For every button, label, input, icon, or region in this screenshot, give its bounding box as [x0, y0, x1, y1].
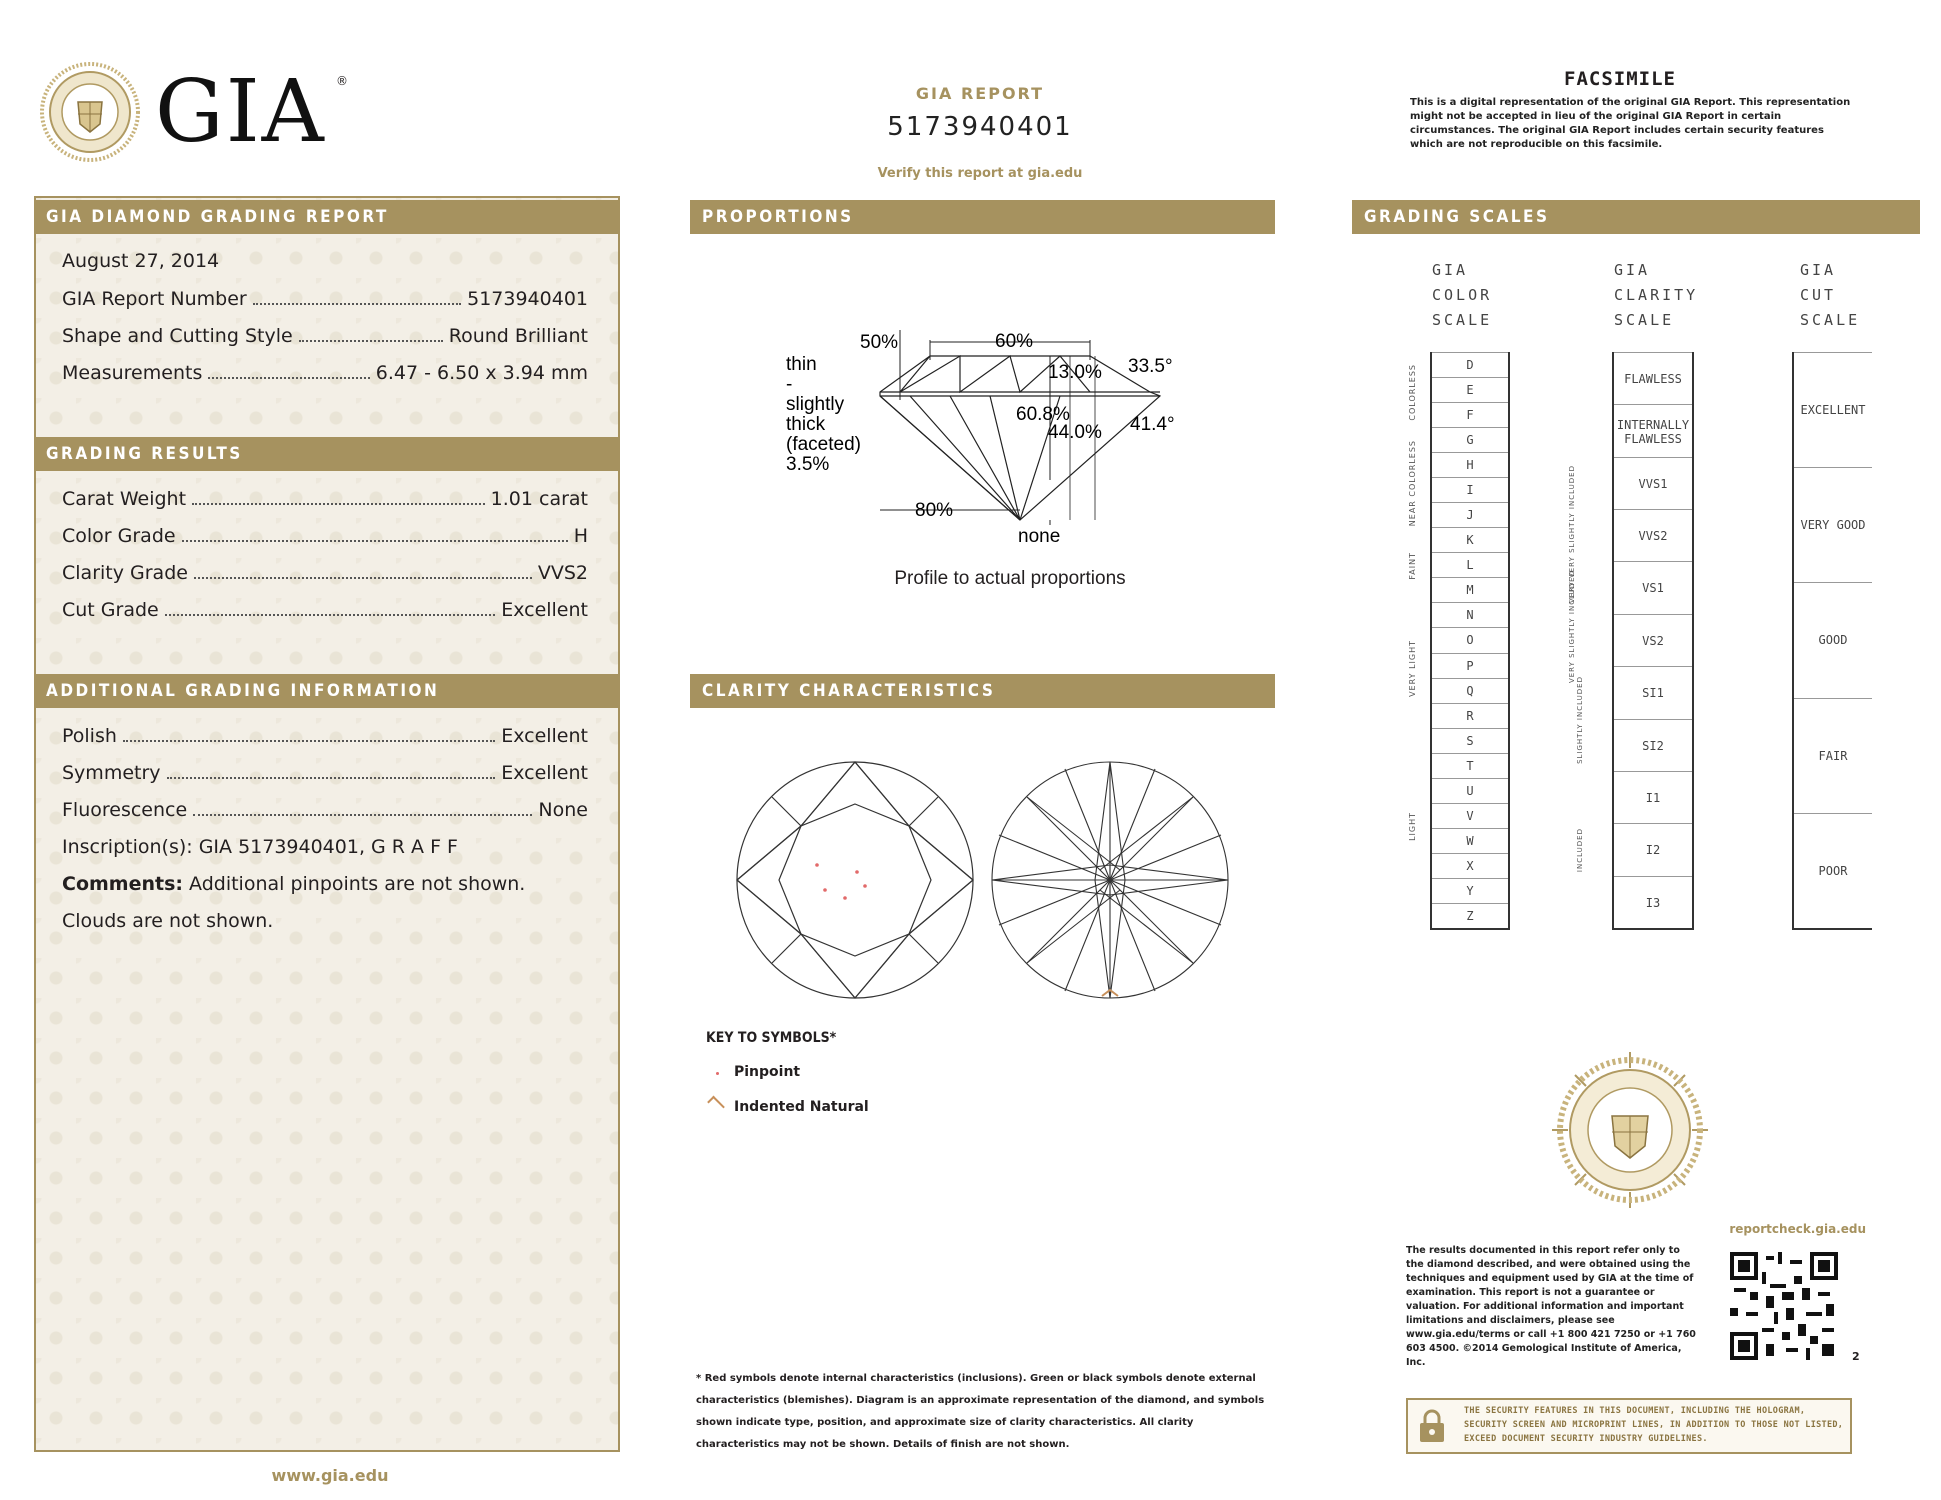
color-grade-r: R	[1432, 703, 1508, 728]
lock-icon	[1418, 1408, 1446, 1444]
key-item-indented-natural: Indented Natural	[734, 1099, 869, 1115]
color-scale-title: GIA COLOR SCALE	[1432, 261, 1493, 329]
clarity-grade-vs2: VS2	[1614, 614, 1692, 666]
fluorescence-row: Fluorescence None	[62, 799, 588, 821]
culet-label: none	[1018, 526, 1061, 547]
color-grade-j: J	[1432, 502, 1508, 527]
table-pct-label: 60%	[995, 331, 1034, 352]
color-grade-u: U	[1432, 778, 1508, 803]
report-number-row: GIA Report Number 5173940401	[62, 288, 588, 310]
clarity-scale	[1612, 352, 1694, 930]
color-group-faint: FAINT	[1408, 552, 1417, 580]
color-grade-g: G	[1432, 427, 1508, 452]
shape-row: Shape and Cutting Style Round Brilliant	[62, 325, 588, 347]
color-grade-z: Z	[1432, 903, 1508, 928]
clarity-grade-vvs1: VVS1	[1614, 457, 1692, 509]
clarity-grade-i3: I3	[1614, 876, 1692, 928]
color-group-near-colorless: NEAR COLORLESS	[1408, 440, 1417, 527]
star-pct-label: 50%	[860, 332, 899, 353]
gia-seal-emblem	[1550, 1050, 1710, 1210]
color-grade-row: Color Grade H	[62, 525, 588, 547]
crown-height-label: 13.0%	[1048, 362, 1102, 383]
clarity-grade-i1: I1	[1614, 771, 1692, 823]
color-grade-w: W	[1432, 828, 1508, 853]
clarity-header: CLARITY CHARACTERISTICS	[690, 674, 1275, 708]
clarity-grade-flawless: FLAWLESS	[1614, 352, 1692, 404]
color-scale	[1430, 352, 1510, 930]
color-grade-i: I	[1432, 477, 1508, 502]
color-group-light: LIGHT	[1408, 812, 1417, 841]
additional-info-header: ADDITIONAL GRADING INFORMATION	[34, 674, 620, 708]
clarity-group-i: INCLUDED	[1576, 828, 1584, 873]
color-group-colorless: COLORLESS	[1408, 364, 1417, 421]
clarity-pavilion-plot	[990, 760, 1230, 1000]
grading-scales-header: GRADING SCALES	[1352, 200, 1920, 234]
total-depth-label: 60.8%	[1016, 404, 1070, 425]
clarity-footnote: * Red symbols denote internal characteristics (inclusions). Green or black symbols denote external characteristics (blemishes). Diagram is an approximate representation of the diamond, and symbols shown indicate type, position, and approximate size of clarity characteristics. All clarity characteristics may not be shown. Details of finish are not shown.	[696, 1373, 1265, 1450]
clarity-crown-plot	[735, 760, 975, 1000]
indented-natural-symbol-icon	[707, 1096, 725, 1114]
qr-code[interactable]	[1730, 1252, 1838, 1360]
report-label: GIA REPORT	[915, 84, 1045, 103]
color-grade-q: Q	[1432, 678, 1508, 703]
comments-label: Comments:	[62, 873, 183, 895]
proportions-caption: Profile to actual proportions	[894, 568, 1126, 589]
color-grade-f: F	[1432, 402, 1508, 427]
grading-results-header: GRADING RESULTS	[34, 437, 620, 471]
cut-scale	[1792, 352, 1872, 930]
report-number-header: 5173940401	[887, 112, 1073, 142]
clarity-grade-internally-flawless: INTERNALLY FLAWLESS	[1614, 404, 1692, 456]
gia-seal-logo	[40, 62, 140, 162]
color-grade-m: M	[1432, 577, 1508, 602]
cut-grade-very-good: VERY GOOD	[1794, 467, 1872, 582]
report-section-header: GIA DIAMOND GRADING REPORT	[34, 200, 620, 234]
color-grade-k: K	[1432, 527, 1508, 552]
clarity-group-vs: VERY SLIGHTLY INCLUDED	[1568, 570, 1576, 684]
facsimile-text: This is a digital representation of the original GIA Report. This representation might not be accepted in lieu of the original GIA Report in certain circumstances. The original GIA Report includes certain security features which are not reproducible on this facsimile.	[1410, 97, 1851, 150]
color-grade-x: X	[1432, 853, 1508, 878]
symmetry-row: Symmetry Excellent	[62, 762, 588, 784]
clarity-scale-title: GIA CLARITY SCALE	[1614, 261, 1699, 329]
report-date: August 27, 2014	[62, 250, 220, 272]
clarity-grade-si1: SI1	[1614, 666, 1692, 718]
cut-grade-good: GOOD	[1794, 582, 1872, 697]
girdle-label: thin - slightly thick (faceted) 3.5%	[786, 354, 861, 475]
color-grade-p: P	[1432, 653, 1508, 678]
color-grade-e: E	[1432, 377, 1508, 402]
pavilion-angle-label: 41.4°	[1130, 414, 1175, 435]
inscription: Inscription(s): GIA 5173940401, G R A F F	[62, 836, 458, 858]
page-number: 2	[1852, 1350, 1860, 1363]
color-grade-y: Y	[1432, 878, 1508, 903]
verify-link[interactable]: Verify this report at gia.edu	[877, 166, 1083, 181]
proportions-header: PROPORTIONS	[690, 200, 1275, 234]
lower-half-label: 80%	[915, 500, 954, 521]
color-grade-o: O	[1432, 627, 1508, 652]
reportcheck-link[interactable]: reportcheck.gia.edu	[1729, 1222, 1866, 1236]
footer-url[interactable]: www.gia.edu	[271, 1466, 389, 1485]
color-group-very-light: VERY LIGHT	[1408, 640, 1417, 697]
color-grade-v: V	[1432, 803, 1508, 828]
cut-scale-title: GIA CUT SCALE	[1800, 261, 1861, 329]
color-grade-l: L	[1432, 552, 1508, 577]
comments	[62, 866, 592, 940]
color-grade-h: H	[1432, 452, 1508, 477]
pinpoint-symbol-icon	[716, 1072, 719, 1075]
key-item-pinpoint: Pinpoint	[734, 1064, 801, 1080]
cut-grade-excellent: EXCELLENT	[1794, 352, 1872, 467]
proportions-diagram	[760, 320, 1200, 550]
key-title: KEY TO SYMBOLS*	[706, 1030, 837, 1046]
color-grade-t: T	[1432, 753, 1508, 778]
clarity-grade-vs1: VS1	[1614, 561, 1692, 613]
color-grade-n: N	[1432, 602, 1508, 627]
comments-text: Additional pinpoints are not shown. Clouds are not shown.	[62, 873, 526, 932]
cut-grade-row: Cut Grade Excellent	[62, 599, 588, 621]
clarity-group-si: SLIGHTLY INCLUDED	[1576, 676, 1584, 764]
measurements-row: Measurements 6.47 - 6.50 x 3.94 mm	[62, 362, 588, 384]
color-grade-s: S	[1432, 728, 1508, 753]
gia-wordmark: GIA	[155, 62, 326, 162]
polish-row: Polish Excellent	[62, 725, 588, 747]
facsimile-title: FACSIMILE	[1564, 68, 1676, 90]
clarity-grade-i2: I2	[1614, 823, 1692, 875]
security-text: THE SECURITY FEATURES IN THIS DOCUMENT, INCLUDING THE HOLOGRAM, SECURITY SCREEN AND MICROPRINT LINES, IN ADDITION TO THOSE NOT LISTED, EXCEED DOCUMENT SECURITY INDUSTRY GUIDELINES.	[1464, 1406, 1844, 1444]
cut-grade-fair: FAIR	[1794, 698, 1872, 813]
registered-mark-icon: ®	[336, 74, 348, 88]
crown-angle-label: 33.5°	[1128, 356, 1173, 377]
color-grade-d: D	[1432, 352, 1508, 377]
clarity-grade-row: Clarity Grade VVS2	[62, 562, 588, 584]
clarity-grade-vvs2: VVS2	[1614, 509, 1692, 561]
carat-weight-row: Carat Weight 1.01 carat	[62, 488, 588, 510]
pavilion-depth-label: 44.0%	[1048, 422, 1102, 443]
clarity-grade-si2: SI2	[1614, 719, 1692, 771]
clarity-group-vvs: VERY VERY SLIGHTLY INCLUDED	[1568, 465, 1576, 604]
disclaimer-text: The results documented in this report refer only to the diamond described, and were obtained using the techniques and equipment used by GIA at the time of examination. This report is not a guarantee or valuation. For additional information and important limitations and disclaimers, please see www.gia.edu/terms or call +1 800 421 7250 or +1 760 603 4500. ©2014 Gemological Institute of America, Inc.	[1406, 1245, 1696, 1368]
cut-grade-poor: POOR	[1794, 813, 1872, 928]
